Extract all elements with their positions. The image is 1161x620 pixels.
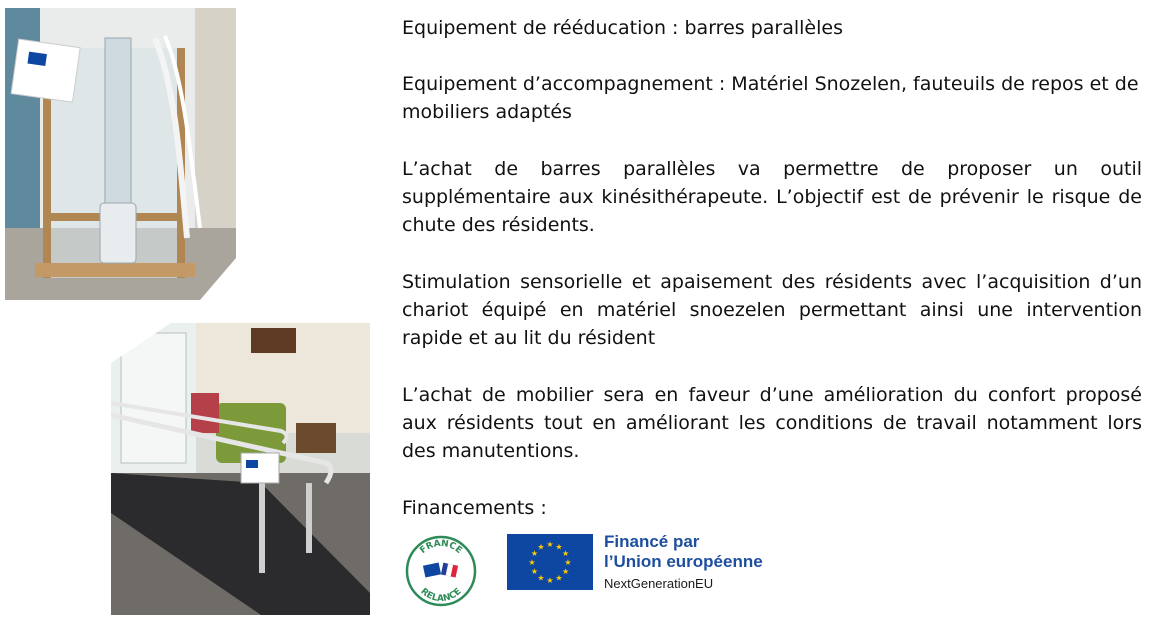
paragraph-barres: L’achat de barres parallèles va permettre de proposer un outil supplémentaire aux kinésithérapeute. L’objectif est de prévenir le risque de chute des résidents. bbox=[402, 158, 1142, 236]
eu-star-icon: ★ bbox=[546, 576, 554, 585]
eu-star-icon: ★ bbox=[530, 549, 538, 558]
text-barres bbox=[402, 155, 1142, 239]
relance-bottom-text: RELANCE bbox=[418, 586, 464, 605]
eu-star-icon: ★ bbox=[555, 542, 563, 552]
financing-title: Financements : bbox=[402, 497, 547, 519]
eu-star-icon: ★ bbox=[528, 558, 536, 567]
eu-financed-label: Financé par bbox=[604, 532, 700, 551]
eu-flag-icon bbox=[507, 534, 593, 590]
eu-star-icon: ★ bbox=[562, 567, 570, 576]
paragraph-mobilier: L’achat de mobilier sera en faveur d’une amélioration du confort proposé aux résidents tout en améliorant les conditions de travail notamment lors des manutentions. bbox=[402, 384, 1142, 462]
snoezelen-cart-photo bbox=[5, 8, 236, 300]
text-stimulation bbox=[402, 268, 1142, 352]
eu-star-icon: ★ bbox=[537, 542, 545, 552]
text-accompagnement bbox=[402, 70, 1142, 126]
eu-star-icon: ★ bbox=[564, 558, 572, 567]
eu-star-icon: ★ bbox=[555, 573, 563, 583]
text-mobilier bbox=[402, 381, 1142, 465]
eu-star-icon: ★ bbox=[537, 573, 545, 583]
eu-union-label: l’Union européenne bbox=[604, 552, 763, 571]
eu-nextgen-label: NextGenerationEU bbox=[604, 576, 714, 591]
eu-star-icon: ★ bbox=[546, 540, 554, 549]
text-reeducation bbox=[402, 14, 1142, 42]
eu-star-icon: ★ bbox=[530, 567, 538, 576]
france-relance-logo bbox=[404, 534, 478, 608]
eu-star-icon: ★ bbox=[562, 549, 570, 558]
relance-top-text: FRANCE bbox=[418, 538, 464, 556]
paragraph-stimulation: Stimulation sensorielle et apaisement des résidents avec l’acquisition d’un chariot équipé en matériel snoezelen permettant ainsi une intervention rapide et au lit du résident bbox=[402, 271, 1142, 349]
paragraph-accompagnement: Equipement d’accompagnement : Matériel Snozelen, fauteuils de repos et de mobiliers adaptés bbox=[402, 73, 1139, 123]
paragraph-reeducation: Equipement de rééducation : barres parallèles bbox=[402, 17, 843, 39]
parallel-bars-photo bbox=[111, 323, 370, 615]
